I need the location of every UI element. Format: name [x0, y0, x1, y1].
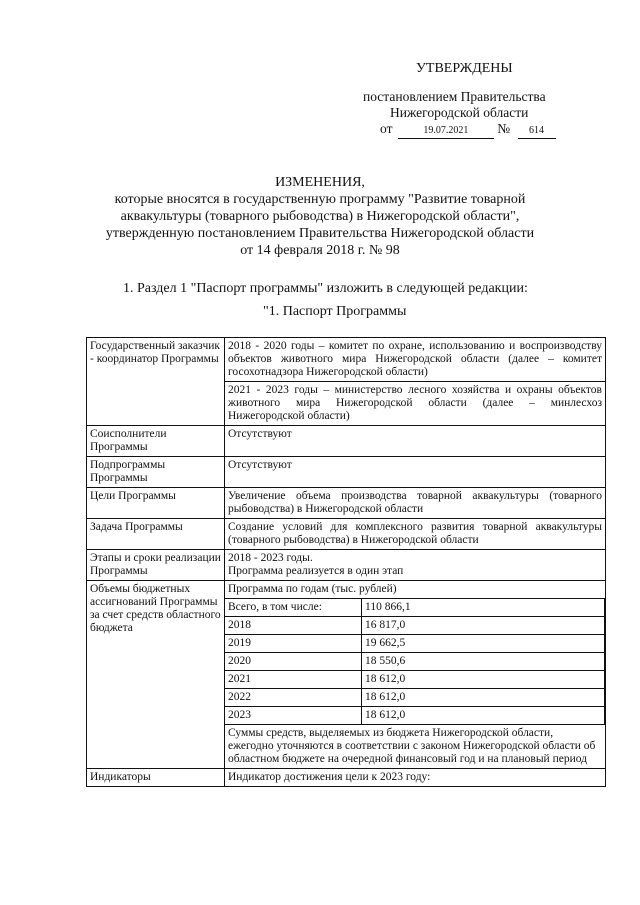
budget-amount: 16 817,0: [362, 617, 605, 635]
indicators-value: Индикатор достижения цели к 2023 году:: [225, 769, 606, 787]
table-row: [87, 488, 606, 519]
customer-value-1: 2018 - 2020 годы – комитет по охране, использованию и воспроизводству объектов животного мира Нижегородской области (далее – комитет госохотнадзора Нижегородской области): [225, 338, 606, 382]
table-row: [87, 581, 606, 769]
number-label: №: [497, 121, 511, 136]
budget-label: Объемы бюджетных ассигнований Программы за счет средств областного бюджета: [87, 581, 225, 769]
budget-row: [225, 617, 605, 635]
budget-year: 2019: [225, 635, 362, 653]
changes-subtitle-line-4: от 14 февраля 2018 г. № 98: [240, 243, 400, 258]
coexecutors-value: Отсутствуют: [225, 426, 606, 457]
budget-amount: 18 550,6: [362, 653, 605, 671]
table-row: [87, 338, 606, 382]
budget-cell: [225, 581, 606, 769]
customer-label: Государственный заказчик - координатор Программы: [87, 338, 225, 426]
budget-row: [225, 635, 605, 653]
budget-amount: 18 612,0: [362, 671, 605, 689]
approval-title: УТВЕРЖДЕНЫ: [416, 61, 513, 76]
budget-note-row: [225, 725, 605, 769]
stages-value-line-1: 2018 - 2023 годы.: [228, 552, 313, 564]
customer-value-2: 2021 - 2023 годы – министерство лесного хозяйства и охраны объектов животного мира Нижегородской области (далее – минлесхоз Нижегородской области): [225, 382, 606, 426]
budget-year: Всего, в том числе:: [225, 599, 362, 617]
coexecutors-label: Соисполнители Программы: [87, 426, 225, 457]
indicators-label: Индикаторы: [87, 769, 225, 787]
budget-row: [225, 653, 605, 671]
budget-year: 2021: [225, 671, 362, 689]
budget-year: 2022: [225, 689, 362, 707]
approval-line-1: постановлением Правительства: [363, 89, 546, 104]
table-row: [87, 519, 606, 550]
changes-title: ИЗМЕНЕНИЯ,: [275, 175, 365, 190]
table-row: [87, 426, 606, 457]
budget-amount: 19 662,5: [362, 635, 605, 653]
changes-subtitle-line-3: утвержденную постановлением Правительства Нижегородской области: [105, 226, 535, 241]
goals-value: Увеличение объема производства товарной аквакультуры (товарного рыбоводства) в Нижегородской области: [225, 488, 606, 519]
paragraph-1: 1. Раздел 1 "Паспорт программы" изложить в следующей редакции:: [123, 281, 528, 296]
tasks-label: Задача Программы: [87, 519, 225, 550]
changes-subtitle-line-2: аквакультуры (товарного рыбоводства) в Нижегородской области",: [120, 209, 520, 224]
approval-date: 19.07.2021: [398, 124, 494, 139]
budget-row: [225, 671, 605, 689]
budget-row: [225, 599, 605, 617]
budget-year: 2018: [225, 617, 362, 635]
budget-header-row: [225, 581, 605, 599]
table-row: [87, 457, 606, 488]
table-row: [87, 769, 606, 787]
budget-year: 2023: [225, 707, 362, 725]
subprograms-value: Отсутствуют: [225, 457, 606, 488]
from-label: от: [380, 121, 393, 136]
approval-number: 614: [518, 124, 556, 139]
stages-value-line-2: Программа реализуется в один этап: [228, 565, 404, 577]
changes-subtitle-line-1: которые вносятся в государственную программу "Развитие товарной: [114, 192, 526, 207]
stages-label: Этапы и сроки реализации Программы: [87, 550, 225, 581]
approval-line-2: Нижегородской области: [390, 105, 529, 120]
budget-amount: 18 612,0: [362, 689, 605, 707]
tasks-value: Создание условий для комплексного развития товарной аквакультуры (товарного рыбоводства) в Нижегородской области: [225, 519, 606, 550]
subprograms-label: Подпрограммы Программы: [87, 457, 225, 488]
passport-heading: "1. Паспорт Программы: [263, 304, 407, 319]
budget-row: [225, 689, 605, 707]
budget-table: [225, 581, 605, 768]
approval-date-number-line: [380, 121, 640, 139]
stages-value: [225, 550, 606, 581]
program-passport-table: [86, 337, 606, 787]
goals-label: Цели Программы: [87, 488, 225, 519]
budget-amount: 18 612,0: [362, 707, 605, 725]
budget-amount: 110 866,1: [362, 599, 605, 617]
table-row: [87, 550, 606, 581]
budget-header: Программа по годам (тыс. рублей): [225, 581, 605, 599]
budget-note: Суммы средств, выделяемых из бюджета Нижегородской области, ежегодно уточняются в соответствии с законом Нижегородской области об областном бюджете на очередной финансовый год и на плановый период: [225, 725, 605, 769]
budget-row: [225, 707, 605, 725]
budget-year: 2020: [225, 653, 362, 671]
